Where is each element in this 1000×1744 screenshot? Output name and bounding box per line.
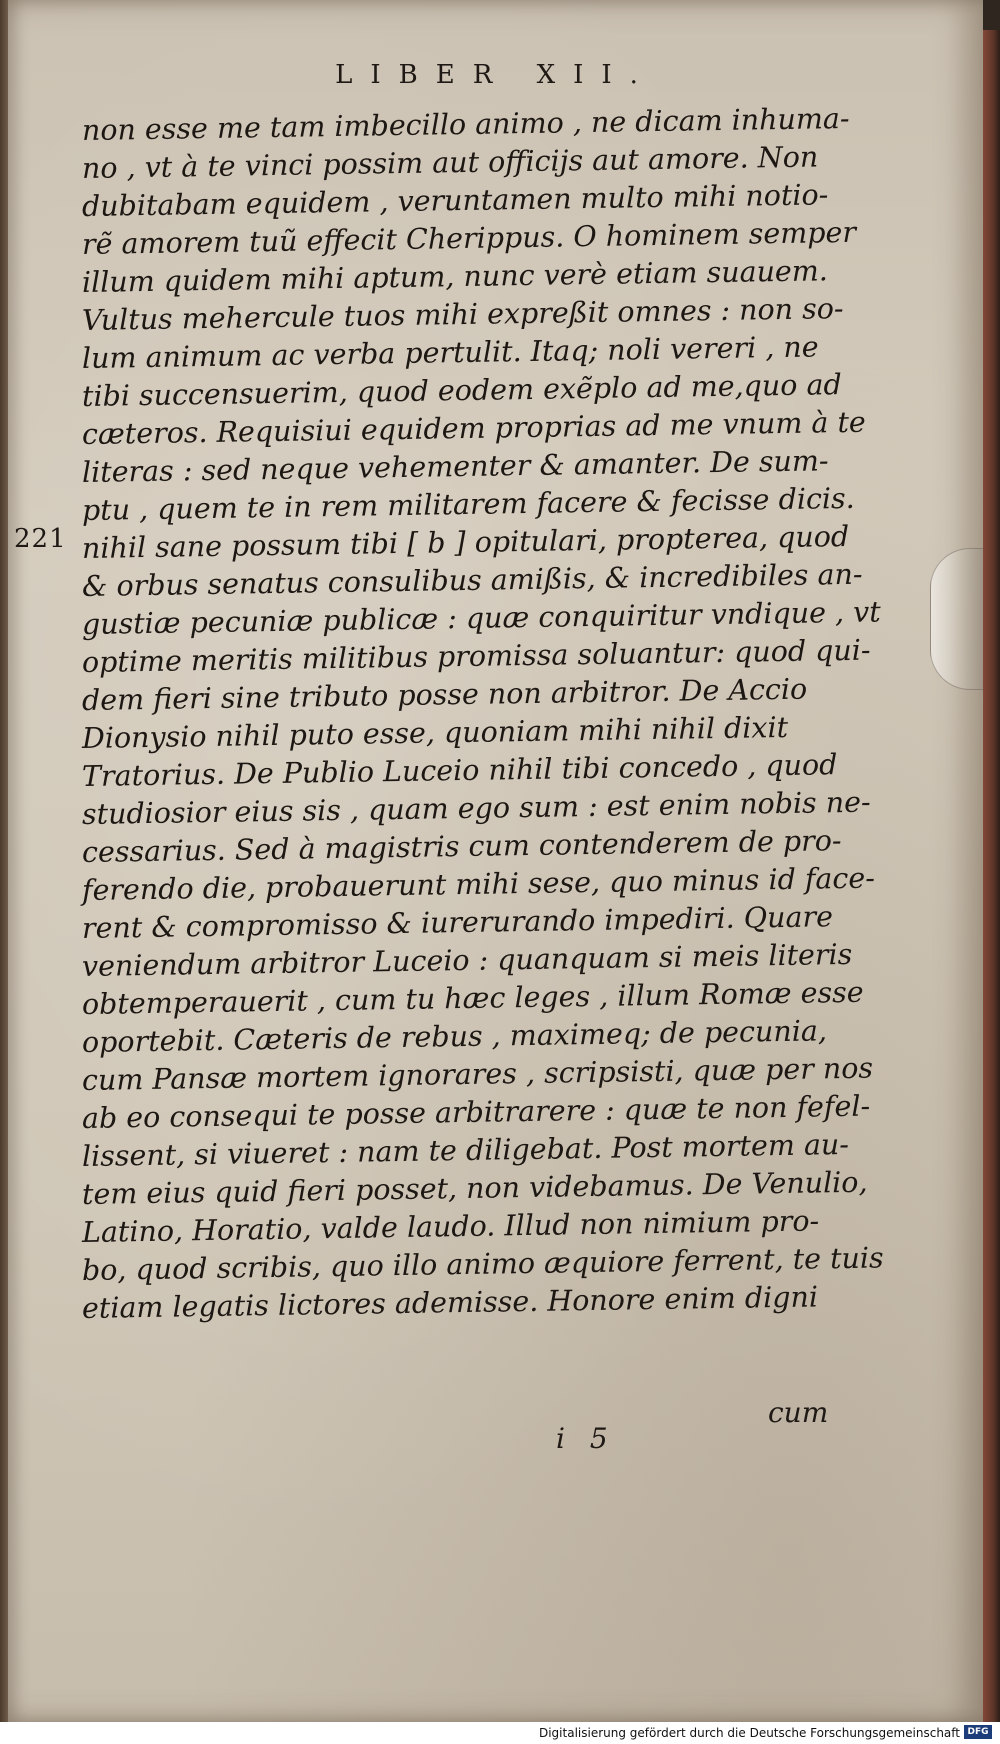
text-line: no , vt à te vinci possim aut officijs aut amore. Non: [81, 140, 819, 185]
text-line: literas : sed neque vehementer & amanter. De sum-: [81, 444, 829, 489]
text-line: Vultus mehercule tuos mihi expreßit omnes : non so-: [81, 292, 844, 337]
text-line: studiosior eius sis , quam ego sum : est enim nobis ne-: [81, 785, 871, 831]
text-line: nihil sane possum tibi [ b ] opitulari, propterea, quod: [81, 519, 850, 565]
text-line: Latino, Horatio, valde laudo. Illud non nimium pro-: [81, 1204, 820, 1249]
text-line: tem eius quid fieri posset, non videbamus. De Venulio,: [81, 1165, 868, 1211]
text-line: ptu , quem te in rem militarem facere & fecisse dicis.: [81, 481, 855, 527]
text-line: rẽ amorem tuũ effecit Cherippus. O hominem semper: [81, 215, 857, 261]
text-line: dubitabam equidem , veruntamen multo mihi notio-: [81, 178, 829, 223]
text-line: cessarius. Sed à magistris cum contenderem de pro-: [81, 824, 842, 869]
funding-credit: Digitalisierung gefördert durch die Deutsche Forschungsgemeinschaft: [538, 1726, 960, 1740]
catchword: cum: [768, 1396, 829, 1429]
text-line: tibi succensuerim, quod eodem exẽplo ad me,quo ad: [81, 368, 842, 413]
text-line: ab eo consequi te posse arbitrarere : quæ te non fefel-: [81, 1089, 871, 1135]
signature-mark: i 5: [556, 1422, 608, 1455]
text-line: & orbus senatus consulibus amißis, & incredibiles an-: [81, 557, 863, 603]
text-line: Dionysio nihil puto esse, quoniam mihi nihil dixit: [81, 710, 789, 755]
glass-page-weight: [930, 548, 983, 690]
text-line: obtemperauerit , cum tu hæc leges , illum Romæ esse: [81, 975, 864, 1021]
text-line: cæteros. Requisiui equidem proprias ad me vnum à te: [81, 405, 867, 451]
text-line: non esse me tam imbecillo animo , ne dicam inhuma-: [81, 101, 850, 147]
text-line: cum Pansæ mortem ignorares , scripsisti, quæ per nos: [81, 1051, 874, 1097]
text-line: ferendo die, probauerunt mihi sese, quo minus id face-: [81, 861, 876, 907]
text-line: veniendum arbitror Luceio : quanquam si meis literis: [81, 937, 853, 983]
text-line: illum quidem mihi aptum, nunc verè etiam suauem.: [81, 254, 829, 299]
dfg-logo: DFG: [964, 1725, 992, 1739]
text-line: bo, quod scribis, quo illo animo æquiore ferrent, te tuis: [81, 1241, 884, 1287]
book-page: [8, 0, 983, 1722]
text-line: oportebit. Cæteris de rebus , maximeq; de pecunia,: [81, 1014, 828, 1059]
text-line: rent & compromisso & iurerurando impediri. Quare: [81, 900, 834, 945]
body-text: [81, 101, 884, 1328]
text-line: lum animum ac verba pertulit. Itaq; noli vereri , ne: [81, 330, 819, 375]
text-line: dem fieri sine tributo posse non arbitror. De Accio: [81, 672, 808, 717]
margin-number: 221: [14, 524, 67, 554]
text-line: etiam legatis lictores ademisse. Honore enim digni: [81, 1280, 819, 1325]
text-line: optime meritis militibus promissa soluantur: quod qui-: [81, 633, 871, 679]
text-line: lissent, si viueret : nam te diligebat. Post mortem au-: [81, 1127, 850, 1173]
text-line: gustiæ pecuniæ publicæ : quæ conquiritur vndique , vt: [81, 595, 881, 641]
running-header: LIBER XII.: [335, 60, 656, 90]
text-line: Tratorius. De Publio Luceio nihil tibi concedo , quod: [81, 748, 838, 793]
